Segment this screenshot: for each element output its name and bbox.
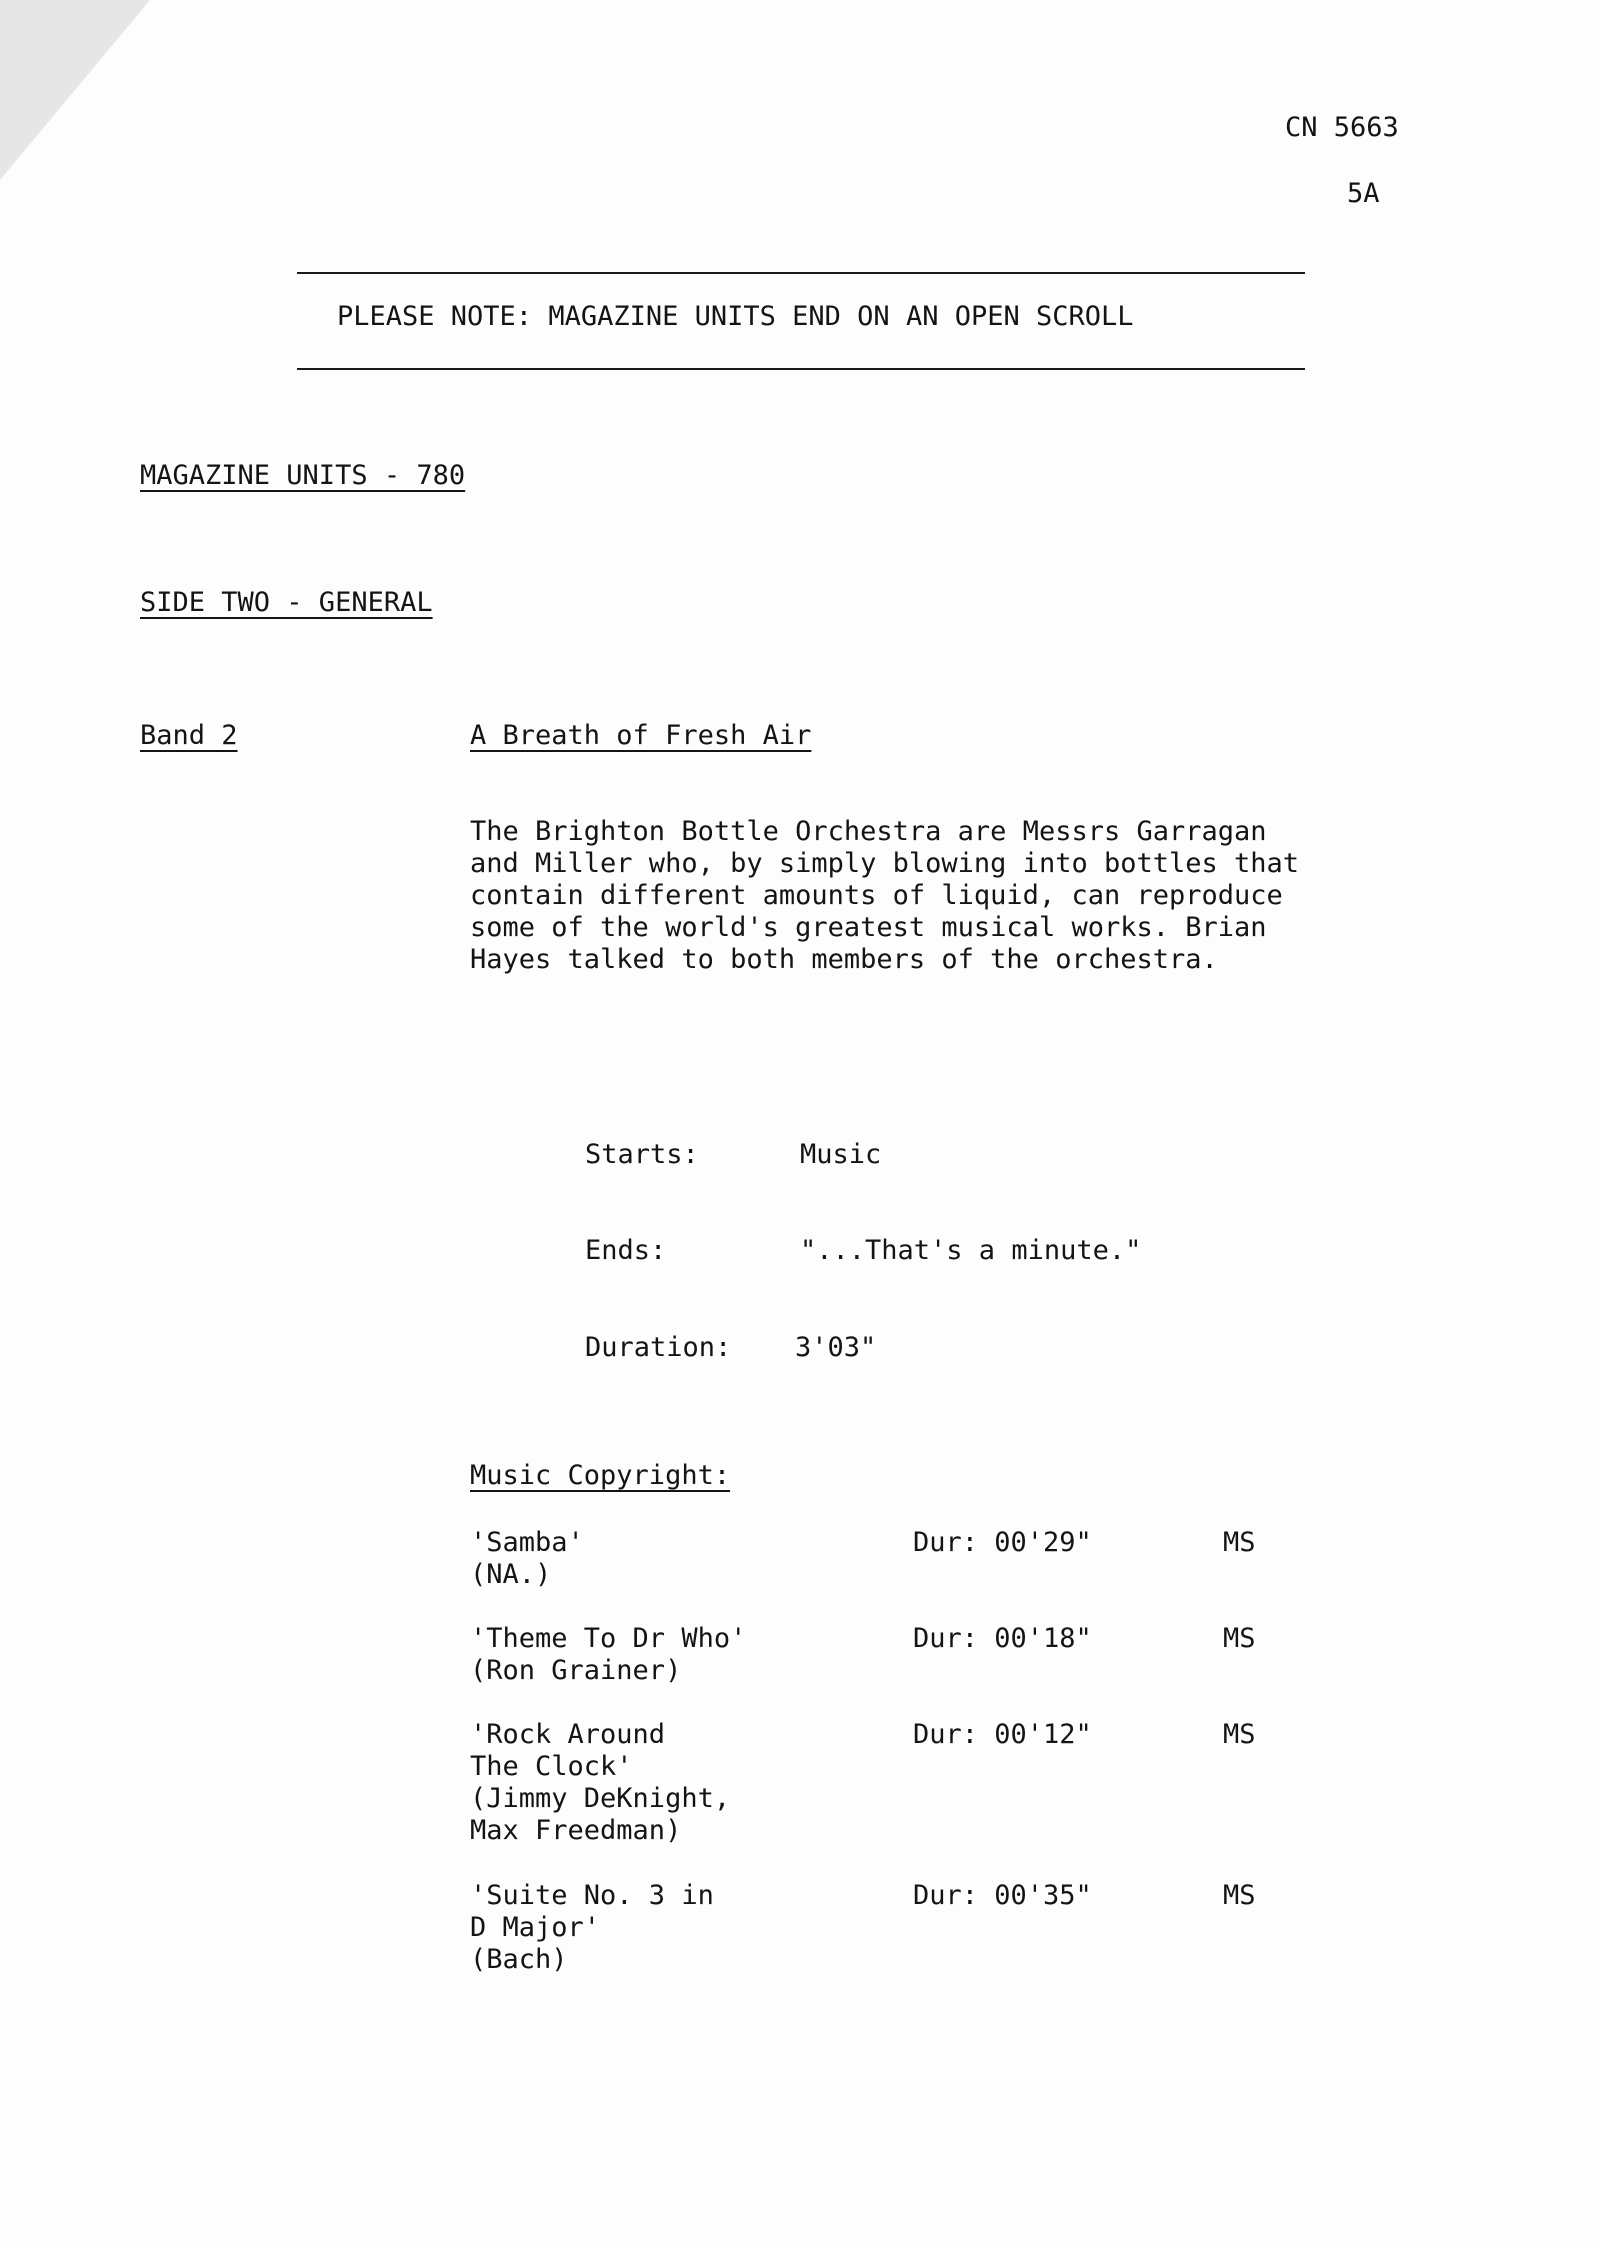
band-label: Band 2 [140, 720, 238, 751]
starts-value: Music [800, 1139, 882, 1170]
notice-bottom-rule [297, 368, 1305, 370]
music-entry [470, 1623, 1256, 1687]
description-line: contain different amounts of liquid, can reproduce [470, 880, 1283, 911]
music-title-line: D Major' [470, 1912, 601, 1943]
music-entry-title [470, 1527, 584, 1591]
side-heading: SIDE TWO - GENERAL [140, 587, 433, 618]
description-line: Hayes talked to both members of the orchestra. [470, 944, 1218, 975]
music-entry-duration: Dur: 00'12" [913, 1719, 1092, 1750]
ends-value: "...That's a minute." [800, 1235, 1142, 1266]
duration-value: 3'03" [795, 1332, 877, 1363]
music-title-line: Max Freedman) [470, 1815, 682, 1846]
catalog-number: CN 5663 [1285, 112, 1399, 143]
music-title-line: 'Rock Around [470, 1719, 666, 1750]
folded-page-corner [0, 0, 150, 180]
description-line: some of the world's greatest musical works. Brian [470, 912, 1267, 943]
music-title-line: (Bach) [470, 1944, 568, 1975]
music-entry-code: MS [1223, 1527, 1256, 1558]
music-entry-code: MS [1223, 1880, 1256, 1911]
music-title-line: 'Theme To Dr Who' [470, 1623, 747, 1654]
music-entry [470, 1527, 1256, 1591]
notice-top-rule [297, 272, 1305, 274]
music-title-line: 'Samba' [470, 1527, 584, 1558]
ends-label: Ends: [585, 1235, 667, 1266]
magazine-units-heading: MAGAZINE UNITS - 780 [140, 460, 466, 491]
music-title-line: The Clock' [470, 1751, 633, 1782]
description-line: The Brighton Bottle Orchestra are Messrs Garragan [470, 816, 1267, 847]
band-title: A Breath of Fresh Air [470, 720, 812, 751]
starts-label: Starts: [585, 1139, 699, 1170]
music-title-line: (Ron Grainer) [470, 1655, 682, 1686]
music-title-line: (Jimmy DeKnight, [470, 1783, 731, 1814]
music-entry-title [470, 1719, 730, 1847]
music-title-line: 'Suite No. 3 in [470, 1880, 714, 1911]
music-entry-code: MS [1223, 1623, 1256, 1654]
music-entry-code: MS [1223, 1719, 1256, 1750]
duration-label: Duration: [585, 1332, 732, 1363]
music-entry-title [470, 1623, 746, 1687]
music-entry [470, 1880, 1256, 1976]
music-title-line: (NA.) [470, 1559, 552, 1590]
page-number: 5A [1347, 178, 1380, 209]
music-entry-title [470, 1880, 714, 1976]
music-entry-duration: Dur: 00'18" [913, 1623, 1092, 1654]
music-entry [470, 1719, 1256, 1847]
music-copyright-heading: Music Copyright: [470, 1460, 731, 1491]
open-scroll-notice: PLEASE NOTE: MAGAZINE UNITS END ON AN OPEN SCROLL [337, 301, 1134, 332]
description-line: and Miller who, by simply blowing into bottles that [470, 848, 1300, 879]
band-description [470, 816, 1470, 976]
music-entry-duration: Dur: 00'35" [913, 1880, 1092, 1911]
music-entry-duration: Dur: 00'29" [913, 1527, 1092, 1558]
